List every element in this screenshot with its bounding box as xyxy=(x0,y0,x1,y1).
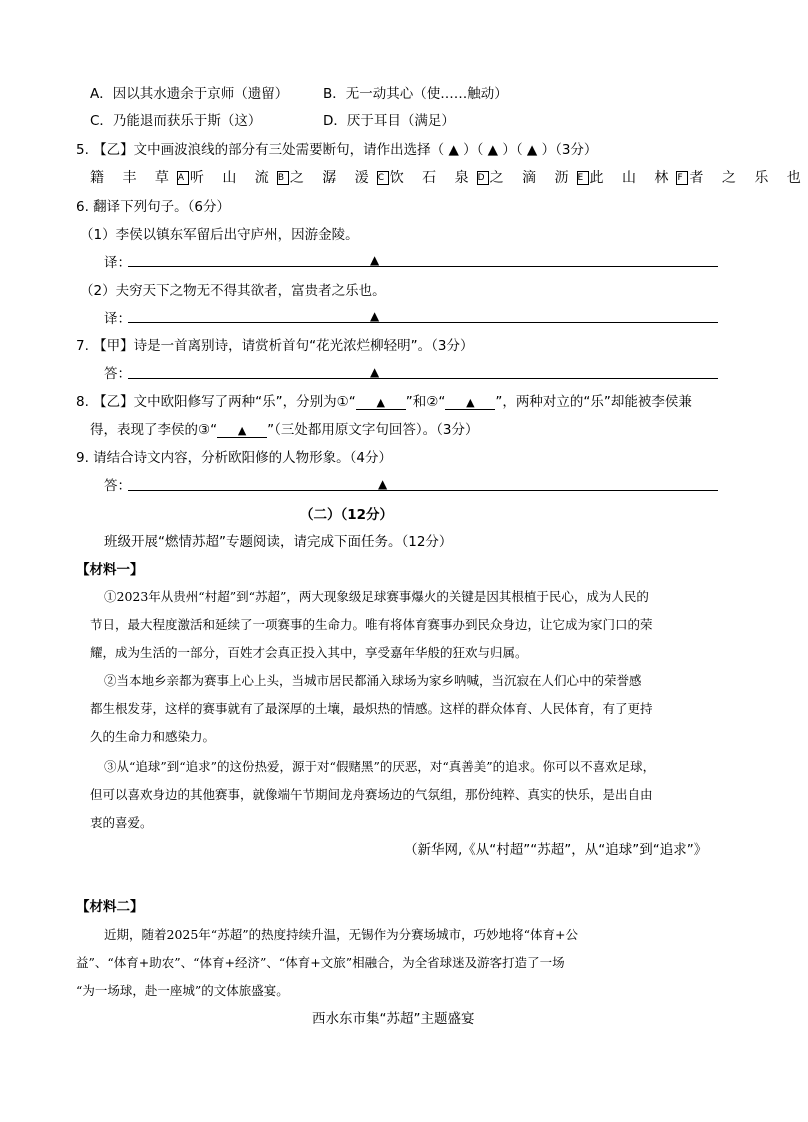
q6-answer-line-2[interactable] xyxy=(128,322,718,323)
q5-segment: 之 滴 沥 xyxy=(489,170,576,186)
q5-box: A xyxy=(177,173,192,183)
material-1-p2-line3: 久的生命力和感染力。 xyxy=(90,729,216,744)
material-1-p3-line2: 但可以喜欢身边的其他赛事，就像端午节期间龙舟赛场边的气氛组，那份纯粹、真实的快乐，是出自由 xyxy=(90,787,653,802)
q8-line-2 xyxy=(90,421,478,439)
q5-segment: 籍 丰 草 xyxy=(90,170,176,186)
answer-marker: ▲ xyxy=(378,477,388,491)
q8-blank-1[interactable] xyxy=(356,395,406,410)
q9-answer-label: 答： xyxy=(104,478,131,494)
material-2-line1: 近期，随着2025年“苏超”的热度持续升温，无锡作为分赛场城市，巧妙地将“体育+公 xyxy=(104,927,578,942)
material-1-p1-line2: 节日，最大程度激活和延续了一项赛事的生命力。唯有将体育赛事办到民众身边，让它成为家门口的荣 xyxy=(90,617,653,632)
q8-text: 得，表现了李侯的③“ xyxy=(90,422,218,438)
section-intro: 班级开展“燃情苏超”专题阅读，请完成下面任务。（12分） xyxy=(104,534,453,550)
answer-marker: ▲ xyxy=(370,309,380,323)
material-1-p3-line3: 衷的喜爱。 xyxy=(90,815,153,830)
q9-stem: 9. 请结合诗文内容，分析欧阳修的人物形象。（4分） xyxy=(76,450,393,466)
q4-option-a: A．因以其水遗余于京师（遗留） xyxy=(90,86,289,102)
material-1-p1-line1: ①2023年从贵州“村超”到“苏超”，两大现象级足球赛事爆火的关键是因其根植于民心，成为人民的 xyxy=(104,589,649,604)
q4-option-d: D．厌于耳目（满足） xyxy=(323,113,455,129)
q8-line-1 xyxy=(76,393,692,411)
q6-translate-label-1: 译： xyxy=(104,255,131,271)
image-caption: 西水东市集“苏超”主题盛宴 xyxy=(312,1011,475,1027)
q4-option-c: C．乃能退而获乐于斯（这） xyxy=(90,113,262,129)
q5-box: E xyxy=(577,173,591,183)
material-1-p2-line1: ②当本地乡亲都为赛事上心上头，当城市居民都涌入球场为家乡呐喊，当沉寂在人们心中的荣誉感 xyxy=(104,673,642,688)
q7-stem: 7. 【甲】诗是一首离别诗，请赏析首句“花光浓烂柳轻明”。（3分） xyxy=(76,338,474,354)
answer-marker: ▲ xyxy=(466,396,475,409)
q8-text: ”（三处都用原文字句回答）。（3分） xyxy=(267,422,479,438)
q5-segment: 听 山 流 xyxy=(189,170,276,186)
q5-segment: 此 山 林 xyxy=(589,170,676,186)
material-1-p2-line2: 都生根发芽，这样的赛事就有了最深厚的土壤，最炽热的情感。这样的群众体育、人民体育，有了更持 xyxy=(90,701,653,716)
q6-stem: 6. 翻译下列句子。（6分） xyxy=(76,199,231,215)
q5-box: D xyxy=(477,173,492,183)
q9-answer-line[interactable] xyxy=(128,490,718,491)
answer-marker: ▲ xyxy=(370,253,380,267)
q5-box: C xyxy=(377,173,392,183)
q6-translate-label-2: 译： xyxy=(104,311,131,327)
q5-stem: 5. 【乙】文中画波浪线的部分有三处需要断句，请作出选择（ ▲ ）（ ▲ ）（ ▲ ）（3分） xyxy=(76,142,598,158)
q8-blank-2[interactable] xyxy=(445,395,495,410)
q8-text: 8. 【乙】文中欧阳修写了两种“乐”，分别为①“ xyxy=(76,394,356,410)
material-1-source: （新华网,《从“村超”“苏超”，从“追球”到“追求”》 xyxy=(404,842,708,858)
q6-sentence-1: （1）李侯以镇东军留后出守庐州，因游金陵。 xyxy=(80,227,359,243)
q5-sentence xyxy=(90,169,808,187)
material-2-line2: 益”、“体育+助农”、“体育+经济”、“体育+文旅”相融合，为全省球迷及游客打造了一场 xyxy=(76,955,565,970)
section-heading: （二）（12分） xyxy=(300,507,394,523)
answer-marker: ▲ xyxy=(376,396,385,409)
q5-segment: 者 之 乐 也 xyxy=(689,170,808,186)
answer-marker: ▲ xyxy=(237,424,247,437)
material-1-title: 【材料一】 xyxy=(76,562,144,578)
material-2-title: 【材料二】 xyxy=(76,899,144,915)
q5-segment: 饮 石 泉 xyxy=(389,170,476,186)
q5-box: B xyxy=(277,173,291,183)
material-2-line3: “为一场球，赴一座城”的文体旅盛宴。 xyxy=(76,983,289,998)
q6-sentence-2: （2）夫穷天下之物无不得其欲者，富贵者之乐也。 xyxy=(80,283,386,299)
q8-text: ”，两种对立的“乐”却能被李侯兼 xyxy=(495,394,692,410)
answer-marker: ▲ xyxy=(370,365,380,379)
q4-option-b: B．无一动其心（使……触动） xyxy=(323,86,508,102)
material-1-p3-line1: ③从“追球”到“追求”的这份热爱，源于对“假赌黑”的厌恶，对“真善美”的追求。你可以不喜欢足球， xyxy=(104,759,656,774)
q8-text: ”和②“ xyxy=(405,394,446,410)
q5-box: F xyxy=(677,173,690,183)
q7-answer-label: 答： xyxy=(104,366,131,382)
q6-answer-line-1[interactable] xyxy=(128,266,718,267)
q5-segment: 之 潺 湲 xyxy=(289,170,376,186)
q8-blank-3[interactable] xyxy=(217,423,267,438)
q7-answer-line[interactable] xyxy=(128,378,718,379)
material-1-p1-line3: 耀，成为生活的一部分，百姓才会真正投入其中，享受嘉年华般的狂欢与归属。 xyxy=(90,645,528,660)
